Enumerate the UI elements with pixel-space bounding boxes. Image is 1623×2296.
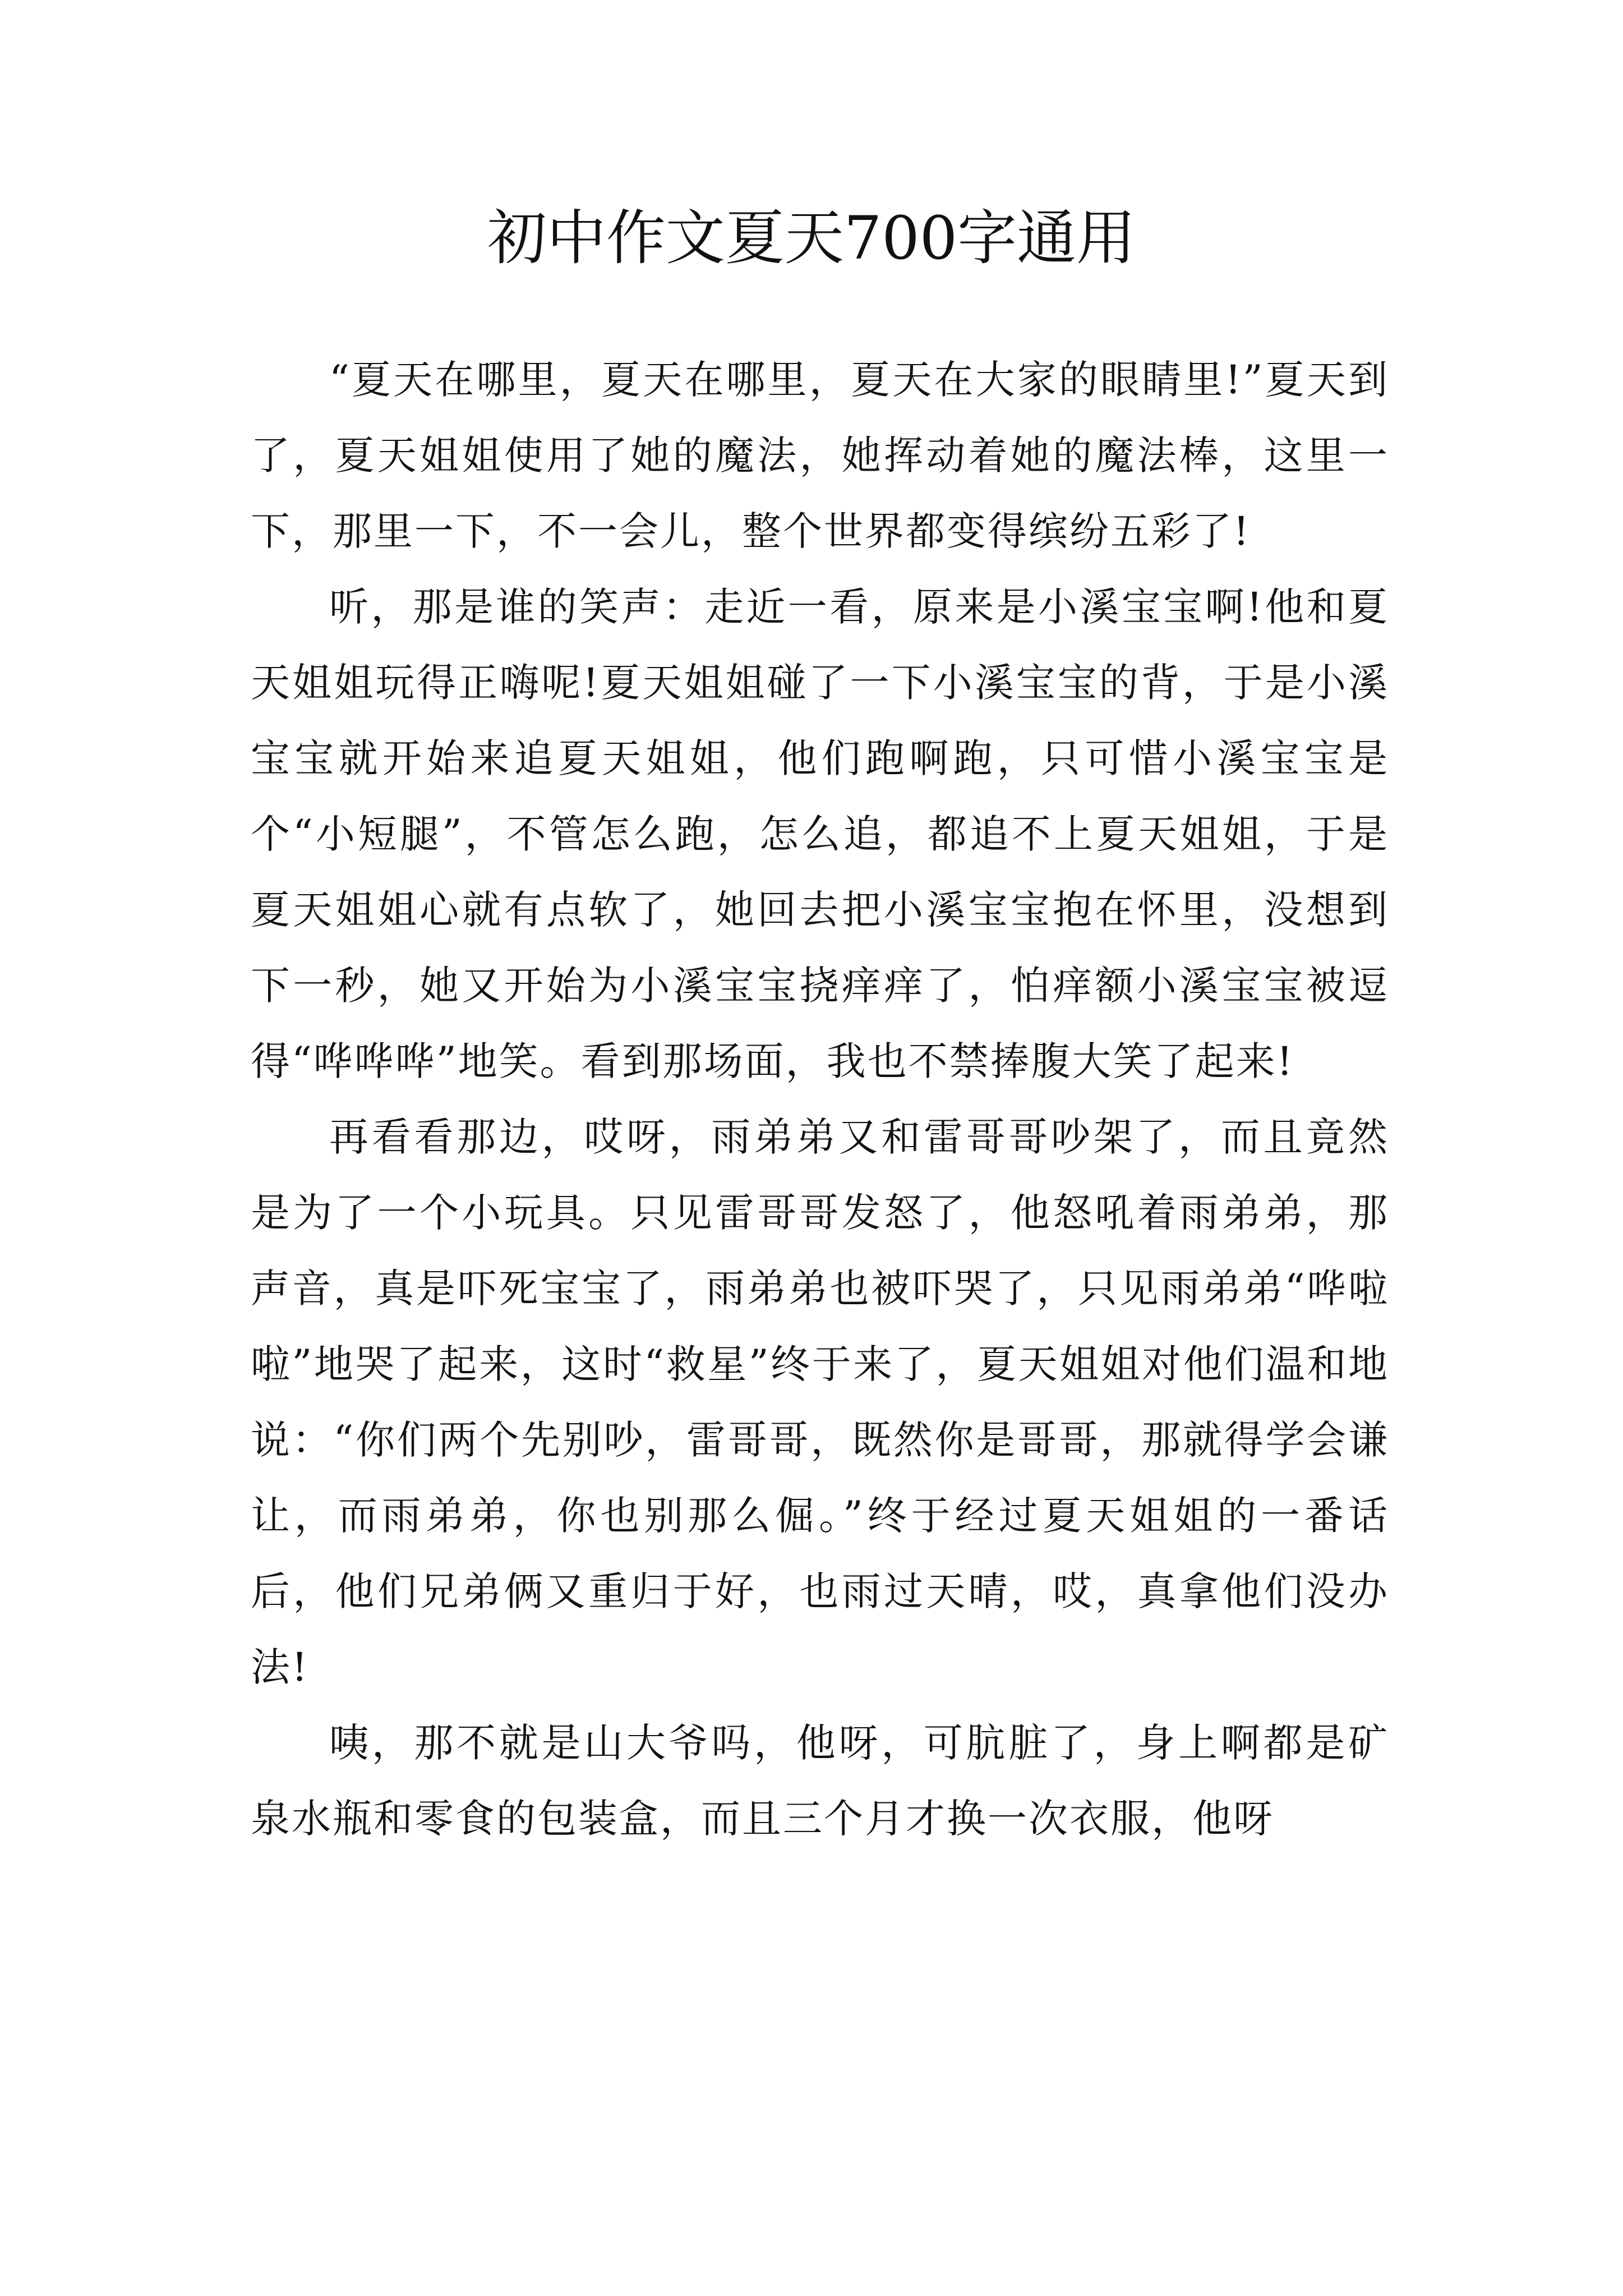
paragraph-2: 听，那是谁的笑声：走近一看，原来是小溪宝宝啊!他和夏天姐姐玩得正嗨呢!夏天姐姐碰了一下小溪宝宝的背，于是小溪宝宝就开始来追夏天姐姐，他们跑啊跑，只可惜小溪宝宝是个“小短腿”，不管怎么跑，怎么追，都追不上夏天姐姐，于是夏天姐姐心就有点软了，她回去把小溪宝宝抱在怀里，没想到下一秒，她又开始为小溪宝宝挠痒痒了，怕痒额小溪宝宝被逗得“哗哗哗”地笑。看到那场面，我也不禁捧腹大笑了起来! xyxy=(251,584,1389,1084)
paragraph-4: 咦，那不就是山大爷吗，他呀，可肮脏了，身上啊都是矿泉水瓶和零食的包装盒，而且三个月才换一次衣服，他呀 xyxy=(251,1720,1389,1842)
document-body xyxy=(251,342,1389,1857)
document-title: 初中作文夏天700字通用 xyxy=(487,204,1136,273)
paragraph-3: 再看看那边，哎呀，雨弟弟又和雷哥哥吵架了，而且竟然是为了一个小玩具。只见雷哥哥发怒了，他怒吼着雨弟弟，那声音，真是吓死宝宝了，雨弟弟也被吓哭了，只见雨弟弟“哗啦啦”地哭了起来，这时“救星”终于来了，夏天姐姐对他们温和地说：“你们两个先别吵，雷哥哥，既然你是哥哥，那就得学会谦让，而雨弟弟，你也别那么倔。”终于经过夏天姐姐的一番话后，他们兄弟俩又重归于好，也雨过天晴，哎，真拿他们没办法! xyxy=(251,1114,1389,1690)
paragraph-1: “夏天在哪里，夏天在哪里，夏天在大家的眼睛里!”夏天到了，夏天姐姐使用了她的魔法，她挥动着她的魔法棒，这里一下，那里一下，不一会儿，整个世界都变得缤纷五彩了! xyxy=(251,357,1389,554)
